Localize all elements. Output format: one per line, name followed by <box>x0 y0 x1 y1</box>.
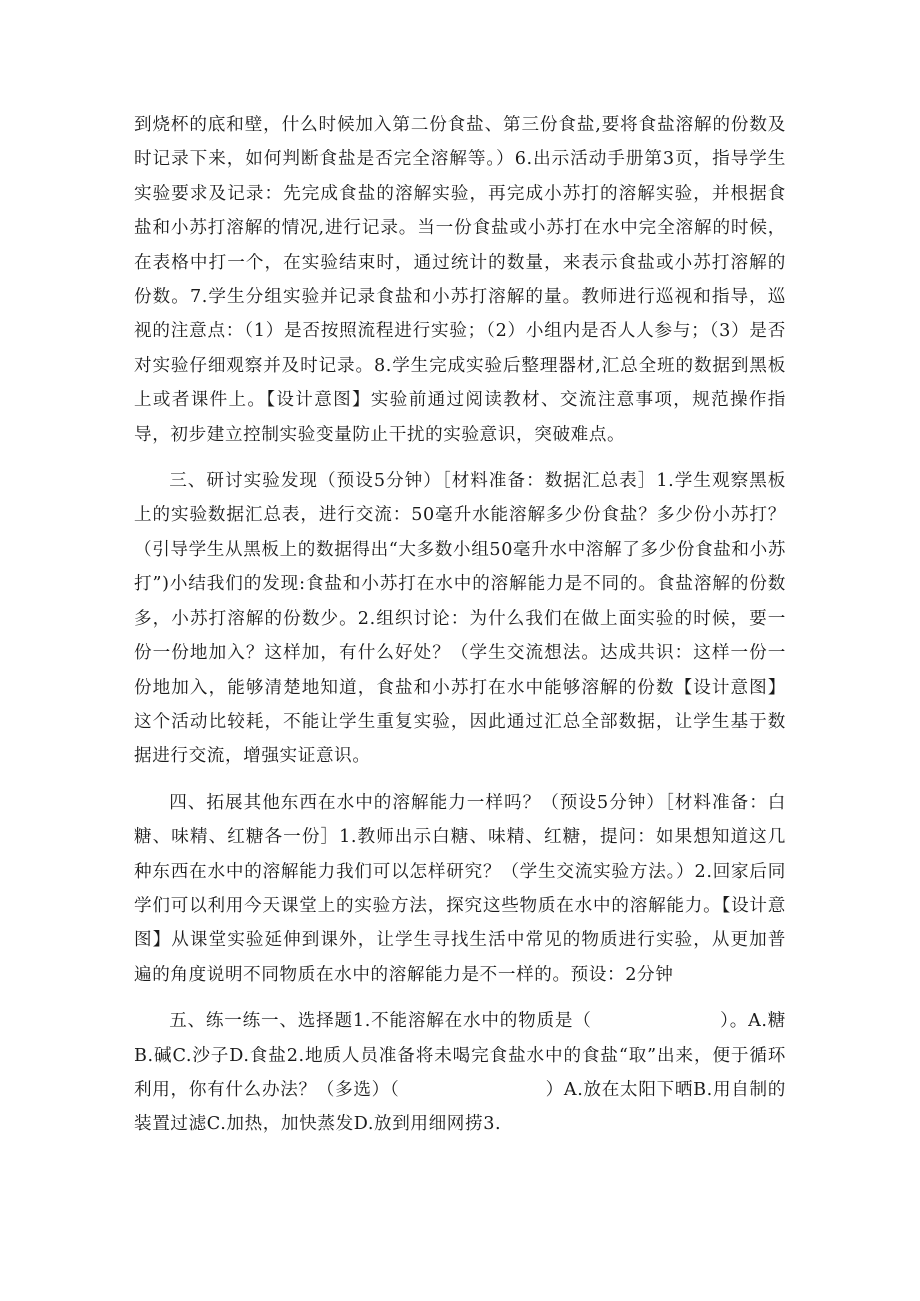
paragraph-section-three: 三、研讨实验发现（预设5分钟）［材料准备：数据汇总表］1.学生观察黑板上的实验数据汇总表，进行交流：50毫升水能溶解多少份食盐？多少份小苏打？（引导学生从黑板上的数据得出“大多数小组50毫升水中溶解了多少份食盐和小苏打”)小结我们的发现:食盐和小苏打在水中的溶解能力是不同的。食盐溶解的份数多，小苏打溶解的份数少。2.组织讨论：为什么我们在做上面实验的时候，要一份一份地加入？这样加，有什么好处？（学生交流想法。达成共识：这样一份一份地加入，能够清楚地知道，食盐和小苏打在水中能够溶解的份数【设计意图】这个活动比较耗，不能让学生重复实验，因此通过汇总全部数据，让学生基于数据进行交流，增强实证意识。 <box>134 471 786 767</box>
paragraph-experiment-steps: 到烧杯的底和壁，什么时候加入第二份食盐、第三份食盐,要将食盐溶解的份数及时记录下来，如何判断食盐是否完全溶解等。）6.出示活动手册第3页，指导学生实验要求及记录：先完成食盐的溶解实验，再完成小苏打的溶解实验，并根据食盐和小苏打溶解的情况,进行记录。当一份食盐或小苏打在水中完全溶解的时候，在表格中打一个，在实验结束时，通过统计的数量，来表示食盐或小苏打溶解的份数。7.学生分组实验并记录食盐和小苏打溶解的量。教师进行巡视和指导，巡视的注意点：（1）是否按照流程进行实验；（2）小组内是否人人参与；（3）是否对实验仔细观察并及时记录。8.学生完成实验后整理器材,汇总全班的数据到黑板上或者课件上。【设计意图】实验前通过阅读教材、交流注意事项，规范操作指导，初步建立控制实验变量防止干扰的实验意识，突破难点。 <box>134 115 786 445</box>
paragraph-section-four: 四、拓展其他东西在水中的溶解能力一样吗？（预设5分钟）［材料准备：白糖、味精、红糖各一份］1.教师出示白糖、味精、红糖，提问：如果想知道这几种东西在水中的溶解能力我们可以怎样研究？（学生交流实验方法。）2.回家后同学们可以利用今天课堂上的实验方法，探究这些物质在水中的溶解能力。【设计意图】从课堂实验延伸到课外，让学生寻找生活中常见的物质进行实验，从更加普遍的角度说明不同物质在水中的溶解能力是不一样的。预设：2分钟 <box>134 792 786 985</box>
document-page <box>134 108 786 1142</box>
paragraph-section-five: 五、练一练一、选择题1.不能溶解在水中的物质是（ ）。A.糖B.碱C.沙子D.食盐2.地质人员准备将未喝完食盐水中的食盐“取”出来，便于循环利用，你有什么办法？（多选）（ ）A.放在太阳下晒B.用自制的装置过滤C.加热，加快蒸发D.放到用细网捞3. <box>134 1011 786 1135</box>
